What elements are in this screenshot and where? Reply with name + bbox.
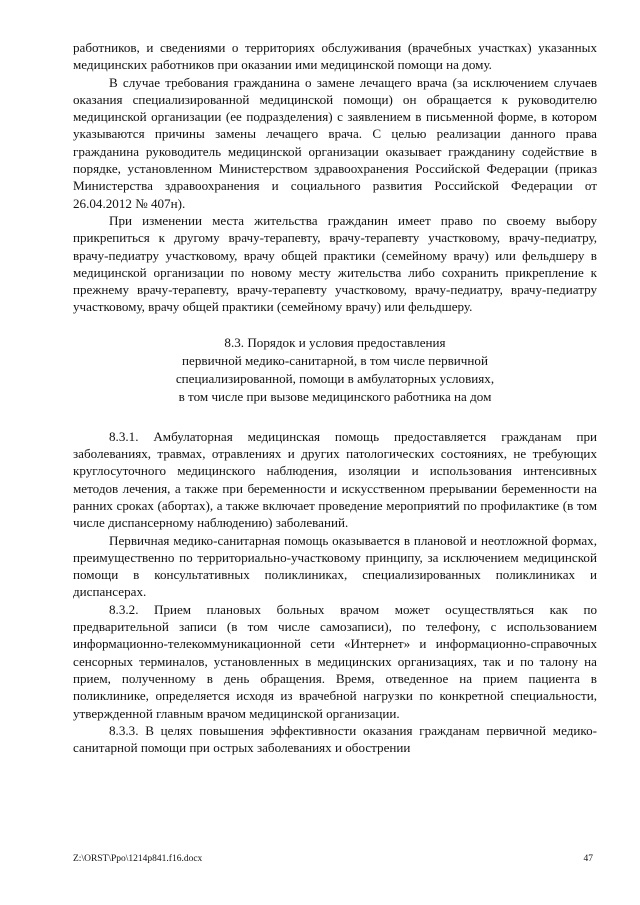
- paragraph-primary-care-forms: Первичная медико-санитарная помощь оказывается в плановой и неотложной формах, преимущественно по территориально-участковому принципу, за исключением медицинской помощи в консультативных поликлиниках, специализированных поликлиниках и диспансерах.: [73, 532, 597, 600]
- paragraph-residence-change: При изменении места жительства гражданин имеет право по своему выбору прикрепиться к другому врачу-терапевту, врачу-терапевту участковому, врачу-педиатру, врачу-педиатру участковому, врачу общей практики (семейному врачу) или фельдшеру в медицинской организации по новому месту жительства либо сохранить прикрепление к прежнему врачу-терапевту, врачу-терапевту участковому, врачу-педиатру, врачу-педиатру участковому, врачу общей практики (семейному врачу) или фельдшеру.: [73, 212, 597, 315]
- paragraph-8-3-2: 8.3.2. Прием плановых больных врачом может осуществляться как по предварительной записи (в том числе самозаписи), по телефону, с использованием информационно-телекоммуникационной сети «Интернет» и информационно-справочных сенсорных терминалов, установленных в медицинских организациях, так и по талону на прием, полученному в день обращения. Время, отведенное на прием пациента в поликлинике, определяется исходя из врачебной нагрузки по конкретной специальности, утвержденной главным врачом медицинской организации.: [73, 601, 597, 721]
- document-body: [73, 39, 597, 756]
- section-heading-line: первичной медико-санитарной, в том числе первичной: [182, 352, 488, 368]
- footer-file-path: Z:\ORST\Ppo\1214p841.f16.docx: [73, 854, 203, 864]
- paragraph-doctor-replacement: В случае требования гражданина о замене лечащего врача (за исключением случаев оказания специализированной медицинской помощи) он обращается к руководителю медицинской организации (ее подразделения) с заявлением в письменной форме, в котором указываются причины замены лечащего врача. С целью реализации данного права гражданина руководитель медицинской организации оказывает гражданину содействие в порядке, установленном Министерством здравоохранения Российской Федерации (приказ Министерства здравоохранения и социального развития Российской Федерации от 26.04.2012 № 407н).: [73, 74, 597, 211]
- section-heading-line: в том числе при вызове медицинского работника на дом: [178, 388, 492, 404]
- paragraph-8-3-1: 8.3.1. Амбулаторная медицинская помощь предоставляется гражданам при заболеваниях, травмах, отравлениях и других патологических состояниях, не требующих круглосуточного медицинского наблюдения, изоляции и использования интенсивных методов лечения, а также при беременности и искусственном прерывании беременности на ранних сроках (абортах), а также включает проведение мероприятий по профилактике (в том числе диспансерному наблюдению) заболеваний.: [73, 428, 597, 531]
- section-heading-line: специализированной, помощи в амбулаторных условиях,: [175, 370, 495, 386]
- section-heading: [73, 334, 597, 406]
- section-heading-line: 8.3. Порядок и условия предоставления: [224, 334, 446, 350]
- page-footer: [73, 852, 597, 866]
- paragraph-8-3-3: 8.3.3. В целях повышения эффективности оказания гражданам первичной медико-санитарной помощи при острых заболеваниях и обострении: [73, 722, 597, 756]
- page-number: 47: [583, 854, 593, 864]
- paragraph-continuation: работников, и сведениями о территориях обслуживания (врачебных участках) указанных медицинских работников при оказании ими медицинской помощи на дому.: [73, 40, 597, 73]
